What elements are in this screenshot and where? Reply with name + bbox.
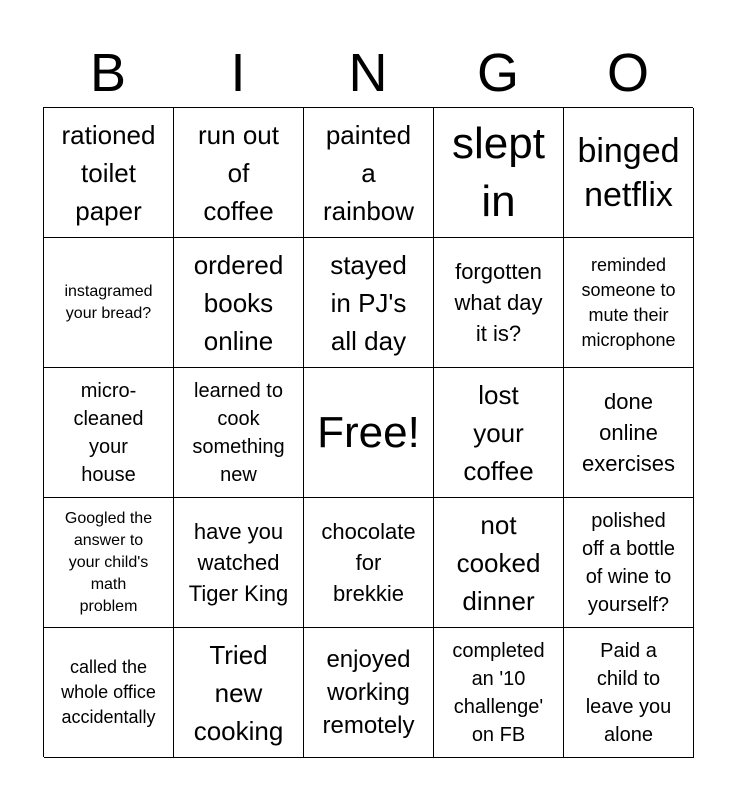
bingo-cell[interactable] xyxy=(174,238,304,368)
bingo-cell[interactable] xyxy=(434,238,564,368)
bingo-cell[interactable] xyxy=(44,238,174,368)
cell-text: enjoyed working remotely xyxy=(322,646,415,739)
bingo-cell[interactable] xyxy=(434,628,564,758)
header-letter-b: B xyxy=(89,43,127,103)
bingo-cell[interactable] xyxy=(304,108,434,238)
cell-text: painted a rainbow xyxy=(322,119,415,226)
cell-text: Free! xyxy=(317,407,420,457)
cell-text: polished off a bottle of wine to yourself? xyxy=(581,509,676,616)
cell-text: have you watched Tiger King xyxy=(188,519,289,606)
bingo-cell[interactable] xyxy=(304,628,434,758)
cell-text: learned to cook something new xyxy=(192,379,285,486)
cell-text: ordered books online xyxy=(193,249,284,356)
bingo-card xyxy=(43,107,693,757)
bingo-cell[interactable] xyxy=(564,108,694,238)
bingo-cell[interactable] xyxy=(44,628,174,758)
bingo-cell[interactable] xyxy=(44,498,174,628)
cell-text: Tried new cooking xyxy=(193,639,284,746)
cell-text: lost your coffee xyxy=(463,379,534,486)
cell-text: reminded someone to mute their microphone xyxy=(581,254,676,350)
cell-text: chocolate for brekkie xyxy=(321,519,416,606)
cell-text: run out of coffee xyxy=(198,119,279,226)
cell-text: instagramed your bread? xyxy=(64,282,153,322)
cell-text: done online exercises xyxy=(582,389,675,476)
header-letter-n: N xyxy=(348,43,388,103)
cell-text: slept in xyxy=(452,118,545,226)
bingo-cell[interactable] xyxy=(44,368,174,498)
cell-text: not cooked dinner xyxy=(456,509,541,616)
cell-text: Googled the answer to your child's math problem xyxy=(64,509,153,615)
bingo-cell[interactable] xyxy=(174,108,304,238)
bingo-cell[interactable] xyxy=(44,108,174,238)
cell-text: binged netflix xyxy=(577,131,680,214)
bingo-cell[interactable] xyxy=(564,498,694,628)
bingo-cell[interactable] xyxy=(564,238,694,368)
bingo-cell[interactable] xyxy=(174,628,304,758)
bingo-cell[interactable] xyxy=(174,368,304,498)
bingo-cell[interactable] xyxy=(174,498,304,628)
cell-text: called the whole office accidentally xyxy=(61,657,156,727)
bingo-cell[interactable] xyxy=(304,498,434,628)
cell-text: forgotten what day it is? xyxy=(454,259,543,346)
header-letter-o: O xyxy=(606,43,649,103)
header-letter-g: G xyxy=(476,43,519,103)
bingo-cell[interactable] xyxy=(434,368,564,498)
cell-text: stayed in PJ's all day xyxy=(330,249,407,356)
bingo-cell[interactable] xyxy=(434,108,564,238)
header-letter-i: I xyxy=(230,43,246,103)
cell-text: rationed toilet paper xyxy=(61,119,156,226)
cell-text: completed an '10 challenge' on FB xyxy=(452,639,545,746)
bingo-cell[interactable] xyxy=(564,628,694,758)
bingo-cell[interactable] xyxy=(304,238,434,368)
bingo-header xyxy=(43,38,693,108)
bingo-cell[interactable] xyxy=(434,498,564,628)
free-space[interactable] xyxy=(304,368,434,498)
cell-text: Paid a child to leave you alone xyxy=(585,639,672,746)
cell-text: micro- cleaned your house xyxy=(73,379,144,486)
bingo-cell[interactable] xyxy=(564,368,694,498)
